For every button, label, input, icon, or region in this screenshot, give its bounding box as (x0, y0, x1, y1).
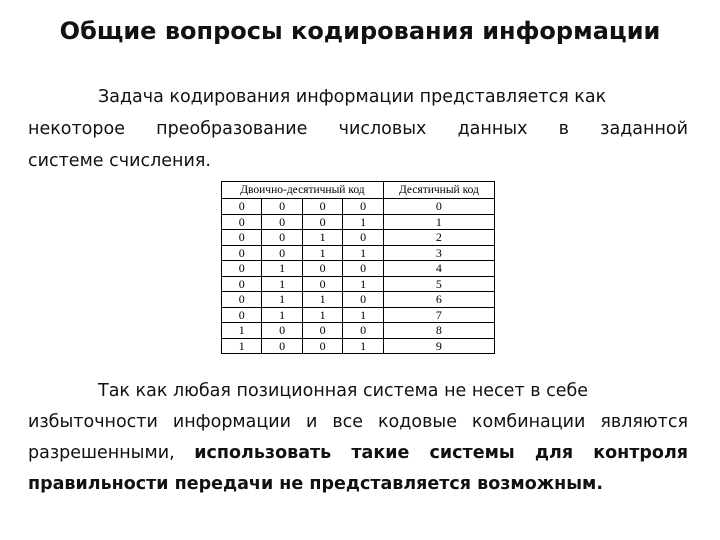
header-decimal-code: Десятичный код (383, 182, 494, 199)
decimal-value-cell: 0 (383, 199, 494, 215)
conclusion-line-3-bold: использовать такие системы для контроля (194, 443, 688, 463)
bcd-bit-cell: 0 (222, 261, 262, 277)
bcd-bit-cell: 0 (343, 323, 383, 339)
bcd-bit-cell: 0 (343, 292, 383, 308)
bcd-bit-cell: 0 (262, 199, 302, 215)
bcd-bit-cell: 0 (302, 261, 342, 277)
bcd-bit-cell: 0 (222, 214, 262, 230)
conclusion-line-2: избыточности информации и все кодовые комбинации являются (28, 412, 688, 432)
bcd-bit-cell: 0 (222, 307, 262, 323)
decimal-value-cell: 5 (383, 276, 494, 292)
bcd-bit-cell: 0 (262, 245, 302, 261)
table-row (222, 323, 495, 339)
bcd-bit-cell: 1 (262, 261, 302, 277)
table-row (222, 245, 495, 261)
bcd-bit-cell: 1 (302, 245, 342, 261)
decimal-value-cell: 1 (383, 214, 494, 230)
bcd-bit-cell: 1 (222, 323, 262, 339)
bcd-bit-cell: 0 (302, 276, 342, 292)
bcd-bit-cell: 0 (343, 230, 383, 246)
decimal-value-cell: 2 (383, 230, 494, 246)
bcd-bit-cell: 1 (262, 292, 302, 308)
bcd-bit-cell: 0 (222, 276, 262, 292)
intro-line-1: Задача кодирования информации представляется как (98, 87, 607, 107)
bcd-bit-cell: 1 (262, 307, 302, 323)
table-row (222, 338, 495, 354)
bcd-bit-cell: 0 (302, 323, 342, 339)
bcd-bit-cell: 1 (262, 276, 302, 292)
bcd-bit-cell: 0 (343, 199, 383, 215)
table-row (222, 307, 495, 323)
table-row (222, 199, 495, 215)
decimal-value-cell: 7 (383, 307, 494, 323)
decimal-value-cell: 9 (383, 338, 494, 354)
header-bcd-code: Двоично-десятичный код (222, 182, 384, 199)
bcd-bit-cell: 1 (343, 214, 383, 230)
bcd-bit-cell: 0 (222, 292, 262, 308)
bcd-bit-cell: 1 (302, 307, 342, 323)
bcd-bit-cell: 1 (343, 338, 383, 354)
decimal-value-cell: 8 (383, 323, 494, 339)
table-row (222, 261, 495, 277)
intro-paragraph (28, 81, 688, 177)
table-row (222, 230, 495, 246)
table-row (222, 276, 495, 292)
bcd-bit-cell: 0 (262, 230, 302, 246)
table-header-row (222, 182, 495, 199)
decimal-value-cell: 3 (383, 245, 494, 261)
table-row (222, 214, 495, 230)
intro-line-3: системе счисления. (28, 151, 211, 171)
conclusion-line-3-normal: разрешенными, (28, 443, 195, 463)
bcd-bit-cell: 0 (222, 199, 262, 215)
bcd-code-table (221, 181, 495, 354)
bcd-bit-cell: 0 (222, 230, 262, 246)
page-title: Общие вопросы кодирования информации (59, 17, 661, 45)
intro-line-2: некоторое преобразование числовых данных в заданной (28, 119, 688, 139)
bcd-bit-cell: 0 (262, 323, 302, 339)
bcd-bit-cell: 0 (302, 338, 342, 354)
bcd-bit-cell: 0 (343, 261, 383, 277)
bcd-bit-cell: 1 (302, 230, 342, 246)
bcd-bit-cell: 1 (222, 338, 262, 354)
bcd-bit-cell: 0 (262, 338, 302, 354)
bcd-bit-cell: 0 (222, 245, 262, 261)
bcd-bit-cell: 0 (262, 214, 302, 230)
conclusion-line-1: Так как любая позиционная система не несет в себе (98, 381, 589, 401)
bcd-bit-cell: 1 (302, 292, 342, 308)
conclusion-line-3 (28, 438, 688, 469)
bcd-bit-cell: 1 (343, 307, 383, 323)
bcd-bit-cell: 1 (343, 276, 383, 292)
bcd-bit-cell: 1 (343, 245, 383, 261)
conclusion-paragraph (28, 376, 688, 500)
table-row (222, 292, 495, 308)
decimal-value-cell: 6 (383, 292, 494, 308)
bcd-bit-cell: 0 (302, 214, 342, 230)
bcd-bit-cell: 0 (302, 199, 342, 215)
conclusion-line-4: правильности передачи не представляется возможным. (28, 474, 604, 494)
table-body (222, 199, 495, 354)
decimal-value-cell: 4 (383, 261, 494, 277)
